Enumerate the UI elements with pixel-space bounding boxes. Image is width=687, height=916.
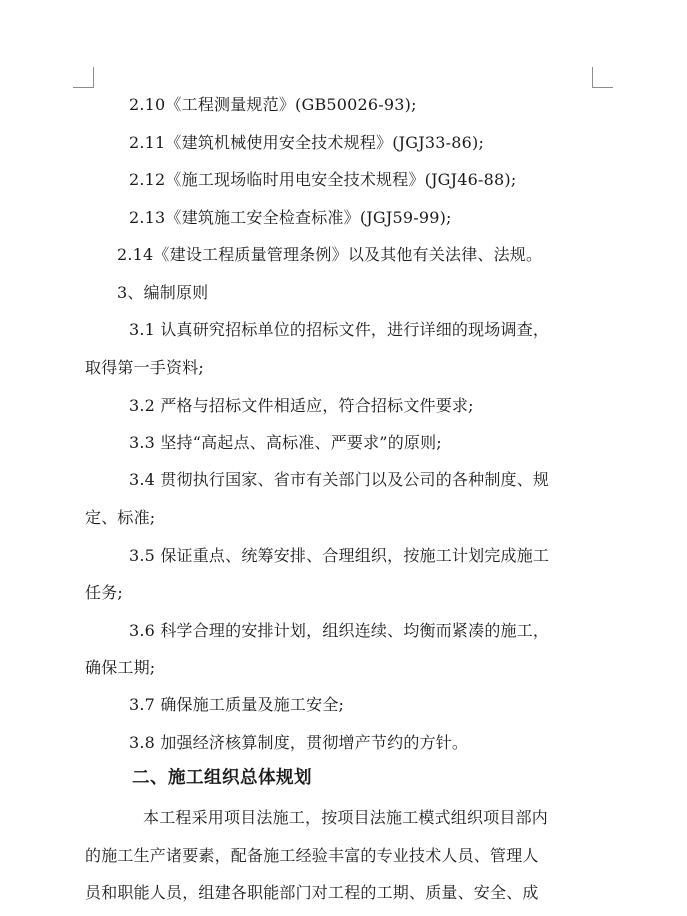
list-item-2-13: 2.13《建筑施工安全检查标准》(JGJ59-99); — [129, 208, 452, 227]
list-item-3-6: 3.6 科学合理的安排计划，组织连续、均衡而紧凑的施工， — [129, 621, 550, 640]
crop-mark-top-left — [73, 67, 94, 88]
list-item-3-4-continued: 定、标准; — [85, 508, 156, 527]
list-item-3-5: 3.5 保证重点、统筹安排、合理组织，按施工计划完成施工 — [129, 546, 550, 565]
crop-mark-top-right — [592, 67, 613, 88]
body-paragraph-line-3: 员和职能人员，组建各职能部门对工程的工期、质量、安全、成 — [85, 883, 539, 902]
subheading-principles: 3、编制原则 — [117, 283, 209, 302]
list-item-3-2: 3.2 严格与招标文件相适应，符合招标文件要求; — [129, 396, 474, 415]
list-item-3-4: 3.4 贯彻执行国家、省市有关部门以及公司的各种制度、规 — [129, 470, 550, 489]
body-paragraph-line-1: 本工程采用项目法施工，按项目法施工模式组织项目部内 — [143, 808, 549, 827]
list-item-2-12: 2.12《施工现场临时用电安全技术规程》(JGJ46-88); — [129, 170, 517, 189]
list-item-3-7: 3.7 确保施工质量及施工安全; — [129, 695, 345, 714]
list-item-3-5-continued: 任务; — [85, 583, 123, 602]
section-heading: 二、施工组织总体规划 — [132, 768, 312, 788]
list-item-3-8: 3.8 加强经济核算制度，贯彻增产节约的方针。 — [129, 733, 469, 752]
list-item-3-6-continued: 确保工期; — [85, 658, 156, 677]
list-item-3-1: 3.1 认真研究招标单位的招标文件，进行详细的现场调查， — [129, 320, 550, 339]
body-paragraph-line-2: 的施工生产诸要素，配备施工经验丰富的专业技术人员、管理人 — [85, 846, 539, 865]
list-item-3-3: 3.3 坚持“高起点、高标准、严要求”的原则; — [129, 433, 442, 452]
list-item-2-11: 2.11《建筑机械使用安全技术规程》(JGJ33-86); — [129, 133, 485, 152]
list-item-2-10: 2.10《工程测量规范》(GB50026-93); — [129, 95, 417, 114]
list-item-2-14: 2.14《建设工程质量管理条例》以及其他有关法律、法规。 — [117, 245, 543, 264]
list-item-3-1-continued: 取得第一手资料; — [85, 358, 204, 377]
